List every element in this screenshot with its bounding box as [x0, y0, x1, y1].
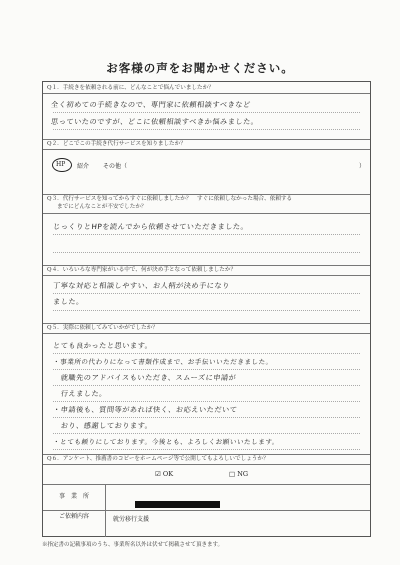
page-title: お客様の声をお聞かせください。	[106, 61, 294, 75]
ruled-line	[53, 385, 360, 386]
divider	[43, 333, 370, 334]
q6-question: Q６．アンケート、推薦書のコピーをホームページ等で公開してもよろしいでしょうか？	[47, 456, 269, 462]
divider	[43, 265, 370, 266]
q6-ok-checkbox[interactable]: ☑ OK	[155, 470, 174, 478]
q2-option-close: ）	[359, 163, 366, 170]
q5-answer-line-1: とても良かったと思います。	[52, 341, 153, 350]
ruled-line	[53, 353, 360, 354]
ruled-line	[53, 234, 360, 235]
q5-question: Q５．実際に依頼してみていかがでしたか？	[47, 325, 158, 331]
ruled-line	[53, 449, 360, 450]
q5-answer-line-5: ・申請後も、質問等があれば快く、お応えいただいて	[52, 405, 238, 414]
q1-question: Q１．手続きを依頼される前に、どんなことで悩んでいましたか？	[47, 85, 214, 91]
divider	[43, 213, 370, 214]
ruled-line	[53, 401, 360, 402]
divider	[43, 454, 370, 455]
q2-option-hp: HP	[56, 161, 66, 168]
redacted-office-name	[135, 501, 220, 508]
divider	[43, 93, 370, 94]
q5-answer-line-6: おり、感謝しております。	[52, 421, 153, 430]
q4-answer-line-1: 丁寧な対応と相談しやすい、お人柄が決め手になり	[52, 281, 231, 290]
ruled-line	[53, 417, 360, 418]
q4-answer-line-2: ました。	[52, 297, 85, 306]
q6-ng-checkbox[interactable]: □ NG	[229, 470, 249, 478]
ruled-line	[53, 129, 360, 130]
q2-option-other: その他（	[103, 163, 128, 170]
q5-answer-line-2: ・事業所の代わりになって書類作成まで、お手伝いいただきました。	[52, 358, 274, 366]
divider	[43, 149, 370, 150]
q5-answer-line-3: 就職先のアドバイスもいただき、スムーズに申請が	[52, 373, 237, 382]
q1-answer-line-1: 全く初めての手続きなので、専門家に依頼相談すべきなど	[50, 100, 252, 109]
divider	[43, 464, 370, 465]
q3-question: Q３．代行サービスを知ってからすぐに依頼しましたか？ すぐに依頼しなかった場合、依頼する	[47, 196, 293, 202]
footnote: ※指定書の記載事項のうち、事業所名以外は伏せて掲載させて頂きます。	[42, 542, 224, 548]
q3-question-continued: までにどんなことが不安でしたか？	[57, 204, 147, 210]
ruled-line	[53, 293, 360, 294]
q4-question: Q４．いろいろな専門家がいる中で、何が決め手となって依頼しましたか？	[47, 267, 237, 273]
request-value: 就労移行支援	[113, 516, 150, 523]
request-label: ご依頼内容	[43, 510, 106, 537]
ruled-line	[53, 310, 360, 311]
divider	[43, 194, 370, 195]
ruled-line	[53, 433, 360, 434]
q1-answer-line-2: 思っていたのですが、どこに依頼相談すべきか悩みました。	[50, 117, 259, 126]
ruled-line	[53, 112, 360, 113]
q3-answer-line-1: じっくりとHPを読んでから依頼させていただきました。	[52, 222, 249, 231]
office-label: 事 業 所	[43, 484, 106, 510]
q2-option-referral: 紹介	[77, 163, 90, 170]
q2-question: Q２．どこでこの手続き代行サービスを知りましたか？	[47, 141, 186, 147]
survey-form	[42, 81, 371, 537]
divider	[43, 323, 370, 324]
q5-answer-line-4: 行えました。	[52, 389, 108, 398]
divider	[43, 139, 370, 140]
ruled-line	[53, 252, 360, 253]
divider	[43, 275, 370, 276]
ruled-line	[53, 369, 360, 370]
q5-answer-line-7: ・とても頼りにしております。今後とも、よろしくお願いいたします。	[52, 438, 280, 446]
